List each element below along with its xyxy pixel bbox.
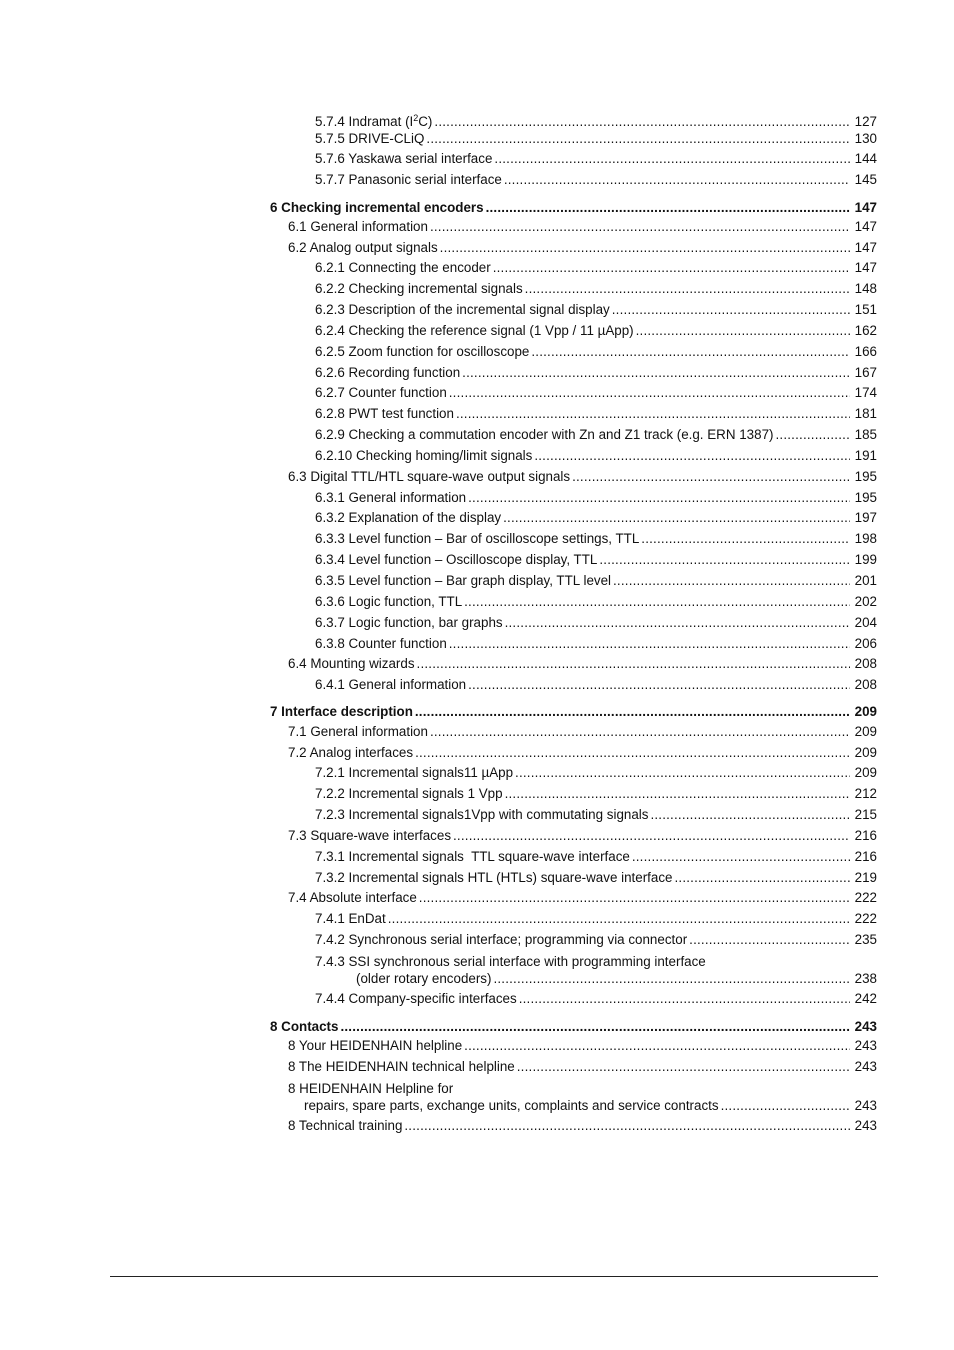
toc-entry[interactable] — [315, 870, 877, 886]
toc-entry-page: 191 — [854, 448, 877, 463]
toc-entry-page: 147 — [854, 260, 877, 275]
toc-entry[interactable] — [315, 110, 877, 129]
toc-entry-title: 7.2.2 Incremental signals 1 Vpp — [315, 786, 503, 801]
toc-entry[interactable] — [315, 573, 877, 589]
dot-leader — [525, 281, 850, 297]
toc-entry[interactable] — [288, 1118, 877, 1134]
toc-entry-title: 8 Contacts — [270, 1019, 339, 1034]
toc-entry-page: 222 — [854, 911, 877, 926]
toc-entry-title: 7.4.3 SSI synchronous serial interface with programming interface — [315, 954, 706, 969]
dot-leader — [449, 636, 850, 652]
toc-entry-title: 6.3 Digital TTL/HTL square-wave output signals — [288, 469, 571, 484]
dot-leader — [531, 344, 850, 360]
toc-entry-page: 235 — [854, 932, 877, 947]
toc-entry[interactable] — [315, 281, 877, 297]
dot-leader — [689, 932, 850, 948]
toc-entry[interactable] — [315, 427, 877, 443]
toc-entry[interactable] — [315, 344, 877, 360]
dot-leader — [468, 677, 850, 693]
dot-leader — [415, 704, 850, 720]
dot-leader — [519, 991, 850, 1007]
superscript: 2 — [413, 113, 419, 123]
toc-entry-title: 8 Technical training — [288, 1118, 403, 1133]
toc-entry-page: 243 — [854, 1019, 877, 1034]
toc-entry-title: 5.7.7 Panasonic serial interface — [315, 172, 502, 187]
toc-entry-title: 7.4 Absolute interface — [288, 890, 417, 905]
toc-entry-page: 208 — [854, 677, 877, 692]
dot-leader — [494, 151, 850, 167]
toc-entry-title: 7 Interface description — [270, 704, 413, 719]
toc-entry[interactable] — [315, 932, 877, 948]
toc-entry-page: 238 — [854, 971, 877, 986]
toc-entry-page: 127 — [854, 114, 877, 129]
toc-entry-page: 243 — [854, 1098, 877, 1113]
toc-entry[interactable] — [288, 745, 877, 761]
toc-entry[interactable] — [315, 849, 877, 865]
toc-entry-page: 209 — [854, 745, 877, 760]
toc-entry-title: 7.2.3 Incremental signals1Vpp with commutating signals — [315, 807, 649, 822]
toc-entry-page: 185 — [854, 427, 877, 442]
toc-entry-page: 145 — [854, 172, 877, 187]
toc-entry[interactable] — [315, 406, 877, 422]
toc-entry[interactable] — [315, 510, 877, 526]
toc-entry-page: 195 — [854, 469, 877, 484]
dot-leader — [534, 448, 850, 464]
toc-entry[interactable] — [315, 302, 877, 318]
toc-entry-title: 6.2.7 Counter function — [315, 385, 447, 400]
toc-entry-title: 6.2.8 PWT test function — [315, 406, 454, 421]
toc-entry[interactable] — [288, 469, 877, 485]
toc-entry-page: 181 — [854, 406, 877, 421]
dot-leader — [415, 745, 850, 761]
toc-entry[interactable] — [288, 240, 877, 256]
toc-entry-page: 151 — [854, 302, 877, 317]
toc-entry-title: 7.3.2 Incremental signals HTL (HTLs) square-wave interface — [315, 870, 673, 885]
toc-entry-page: 162 — [854, 323, 877, 338]
toc-entry-page: 243 — [854, 1118, 877, 1133]
toc-entry-page: 174 — [854, 385, 877, 400]
dot-leader — [449, 385, 850, 401]
toc-entry-page: 130 — [854, 131, 877, 146]
toc-entry-page: 195 — [854, 490, 877, 505]
toc-entry-title: 6.3.6 Logic function, TTL — [315, 594, 463, 609]
toc-chapter[interactable] — [270, 1019, 877, 1035]
toc-entry-title: 7.2 Analog interfaces — [288, 745, 414, 760]
toc-entry[interactable] — [315, 807, 877, 823]
toc-entry-page: 219 — [854, 870, 877, 885]
dot-leader — [440, 240, 850, 256]
toc-entry-page: 147 — [854, 219, 877, 234]
dot-leader — [572, 469, 850, 485]
toc-entry-page: 243 — [854, 1038, 877, 1053]
dot-leader — [340, 1019, 850, 1035]
dot-leader — [426, 131, 850, 147]
toc-entry[interactable] — [288, 890, 877, 906]
toc-entry-title: 6.2.2 Checking incremental signals — [315, 281, 523, 296]
toc-entry-title: 6.3.8 Counter function — [315, 636, 447, 651]
toc-entry[interactable] — [315, 151, 877, 167]
toc-entry[interactable] — [315, 636, 877, 652]
dot-leader — [434, 114, 850, 130]
toc-entry-page: 204 — [854, 615, 877, 630]
toc-entry-title: 6.2.9 Checking a commutation encoder with Zn and Z1 track (e.g. ERN 1387) — [315, 427, 774, 442]
toc-entry[interactable] — [288, 1080, 877, 1114]
dot-leader — [641, 531, 850, 547]
dot-leader — [388, 911, 850, 927]
toc-entry-title: 6.2.6 Recording function — [315, 365, 461, 380]
toc-entry[interactable] — [288, 1038, 877, 1054]
toc-entry[interactable] — [315, 260, 877, 276]
toc-entry[interactable] — [315, 448, 877, 464]
toc-entry-page: 167 — [854, 365, 877, 380]
toc-entry-title: 5.7.6 Yaskawa serial interface — [315, 151, 493, 166]
toc-entry-title: 6.2.5 Zoom function for oscilloscope — [315, 344, 530, 359]
toc-entry[interactable] — [315, 677, 877, 693]
dot-leader — [453, 828, 850, 844]
toc-entry-title: 6.4.1 General information — [315, 677, 467, 692]
toc-entry-page: 216 — [854, 828, 877, 843]
toc-entry[interactable] — [315, 172, 877, 188]
toc-entry[interactable] — [315, 365, 877, 381]
toc-entry-title: 6.3.7 Logic function, bar graphs — [315, 615, 503, 630]
dot-leader — [456, 406, 850, 422]
toc-entry-page: 144 — [854, 151, 877, 166]
toc-chapter[interactable] — [270, 200, 877, 216]
toc-entry-page: 147 — [854, 200, 877, 215]
toc-entry-page: 209 — [854, 704, 877, 719]
toc-entry-page: 215 — [854, 807, 877, 822]
dot-leader — [505, 786, 850, 802]
dot-leader — [674, 870, 850, 886]
dot-leader — [505, 615, 850, 631]
toc-entry-page: 206 — [854, 636, 877, 651]
toc-entry-title: 7.3 Square-wave interfaces — [288, 828, 452, 843]
dot-leader — [493, 970, 850, 987]
toc-entry[interactable] — [288, 724, 877, 740]
toc-entry[interactable] — [315, 552, 877, 568]
toc-entry-page: 209 — [854, 724, 877, 739]
toc-entry-title: 6.3.4 Level function – Oscilloscope display, TTL — [315, 552, 598, 567]
toc-entry[interactable] — [315, 991, 877, 1007]
toc-entry[interactable] — [288, 656, 877, 672]
toc-entry[interactable] — [315, 786, 877, 802]
toc-entry[interactable] — [315, 765, 877, 781]
dot-leader — [404, 1118, 850, 1134]
toc-entry-page: 198 — [854, 531, 877, 546]
toc-entry-page: 201 — [854, 573, 877, 588]
dot-leader — [464, 1038, 850, 1054]
toc-entry-title: 6.2.10 Checking homing/limit signals — [315, 448, 533, 463]
toc-entry-title: 6.3.2 Explanation of the display — [315, 510, 502, 525]
dot-leader — [417, 656, 850, 672]
toc-entry[interactable] — [315, 385, 877, 401]
toc-entry-title: 8 HEIDENHAIN Helpline for — [288, 1081, 454, 1096]
toc-entry-title-continued: (older rotary encoders) — [356, 971, 492, 986]
toc-entry-title: 8 Your HEIDENHAIN helpline — [288, 1038, 463, 1053]
dot-leader — [486, 200, 850, 216]
toc-entry-page: 216 — [854, 849, 877, 864]
toc-entry[interactable] — [315, 953, 877, 987]
toc-entry[interactable] — [288, 828, 877, 844]
toc-entry[interactable] — [315, 131, 877, 147]
toc-entry-title: 6.4 Mounting wizards — [288, 656, 415, 671]
toc-entry-title: 7.3.1 Incremental signals TTL square-wave interface — [315, 849, 630, 864]
toc-entry-title: 6.3.5 Level function – Bar graph display, TTL level — [315, 573, 612, 588]
toc-entry-page: 222 — [854, 890, 877, 905]
toc-entry-title: 7.2.1 Incremental signals11 µApp — [315, 765, 514, 780]
dot-leader — [464, 594, 850, 610]
toc-entry[interactable] — [315, 531, 877, 547]
toc-entry-title: 8 The HEIDENHAIN technical helpline — [288, 1059, 515, 1074]
toc-entry-title: 5.7.4 Indramat $(I^2C)$ — [315, 113, 433, 129]
dot-leader — [650, 807, 850, 823]
toc-entry-page: 209 — [854, 765, 877, 780]
dot-leader — [419, 890, 850, 906]
toc-entry[interactable] — [315, 323, 877, 339]
dot-leader — [612, 302, 850, 318]
dot-leader — [515, 765, 850, 781]
toc-entry[interactable] — [315, 594, 877, 610]
toc-entry-page: 242 — [854, 991, 877, 1006]
toc-entry-page: 243 — [854, 1059, 877, 1074]
toc-entry-page: 166 — [854, 344, 877, 359]
toc-entry-title: 6.1 General information — [288, 219, 428, 234]
toc-entry-page: 148 — [854, 281, 877, 296]
toc-entry[interactable] — [315, 911, 877, 927]
toc-entry-title: 7.4.1 EnDat — [315, 911, 386, 926]
toc-entry-title: 6.2.4 Checking the reference signal (1 Vpp / 11 µApp) — [315, 323, 634, 338]
dot-leader — [613, 573, 850, 589]
dot-leader — [721, 1097, 850, 1114]
dot-leader — [636, 323, 850, 339]
toc-entry-title: 7.1 General information — [288, 724, 428, 739]
toc-entry-title: 6 Checking incremental encoders — [270, 200, 484, 215]
dot-leader — [599, 552, 850, 568]
toc-entry-title: 6.3.1 General information — [315, 490, 467, 505]
toc-entry-page: 197 — [854, 510, 877, 525]
dot-leader — [493, 260, 850, 276]
toc-entry[interactable] — [288, 219, 877, 235]
toc-entry-title: 5.7.5 DRIVE-CLiQ — [315, 131, 425, 146]
toc-entry-title: 6.2.1 Connecting the encoder — [315, 260, 491, 275]
dot-leader — [504, 172, 850, 188]
toc-entry-title: 7.4.2 Synchronous serial interface; programming via connector — [315, 932, 688, 947]
footer-divider — [110, 1276, 878, 1277]
dot-leader — [430, 219, 850, 235]
dot-leader — [468, 490, 850, 506]
toc-entry-title: 6.2.3 Description of the incremental signal display — [315, 302, 610, 317]
toc-entry-title-continued: repairs, spare parts, exchange units, complaints and service contracts — [304, 1098, 719, 1113]
toc-entry[interactable] — [315, 490, 877, 506]
dot-leader — [632, 849, 850, 865]
dot-leader — [430, 724, 850, 740]
toc-entry-title: 7.4.4 Company-specific interfaces — [315, 991, 517, 1006]
toc-entry-page: 208 — [854, 656, 877, 671]
toc-entry-page: 199 — [854, 552, 877, 567]
toc-entry-page: 202 — [854, 594, 877, 609]
toc-entry-title: 6.3.3 Level function – Bar of oscilloscope settings, TTL — [315, 531, 640, 546]
toc-entry[interactable] — [288, 1059, 877, 1075]
dot-leader — [503, 510, 850, 526]
toc-entry-page: 212 — [854, 786, 877, 801]
toc-chapter[interactable] — [270, 704, 877, 720]
toc-entry-page: 147 — [854, 240, 877, 255]
toc-entry-title: 6.2 Analog output signals — [288, 240, 438, 255]
toc-entry[interactable] — [315, 615, 877, 631]
dot-leader — [776, 427, 851, 443]
dot-leader — [517, 1059, 850, 1075]
dot-leader — [462, 365, 850, 381]
